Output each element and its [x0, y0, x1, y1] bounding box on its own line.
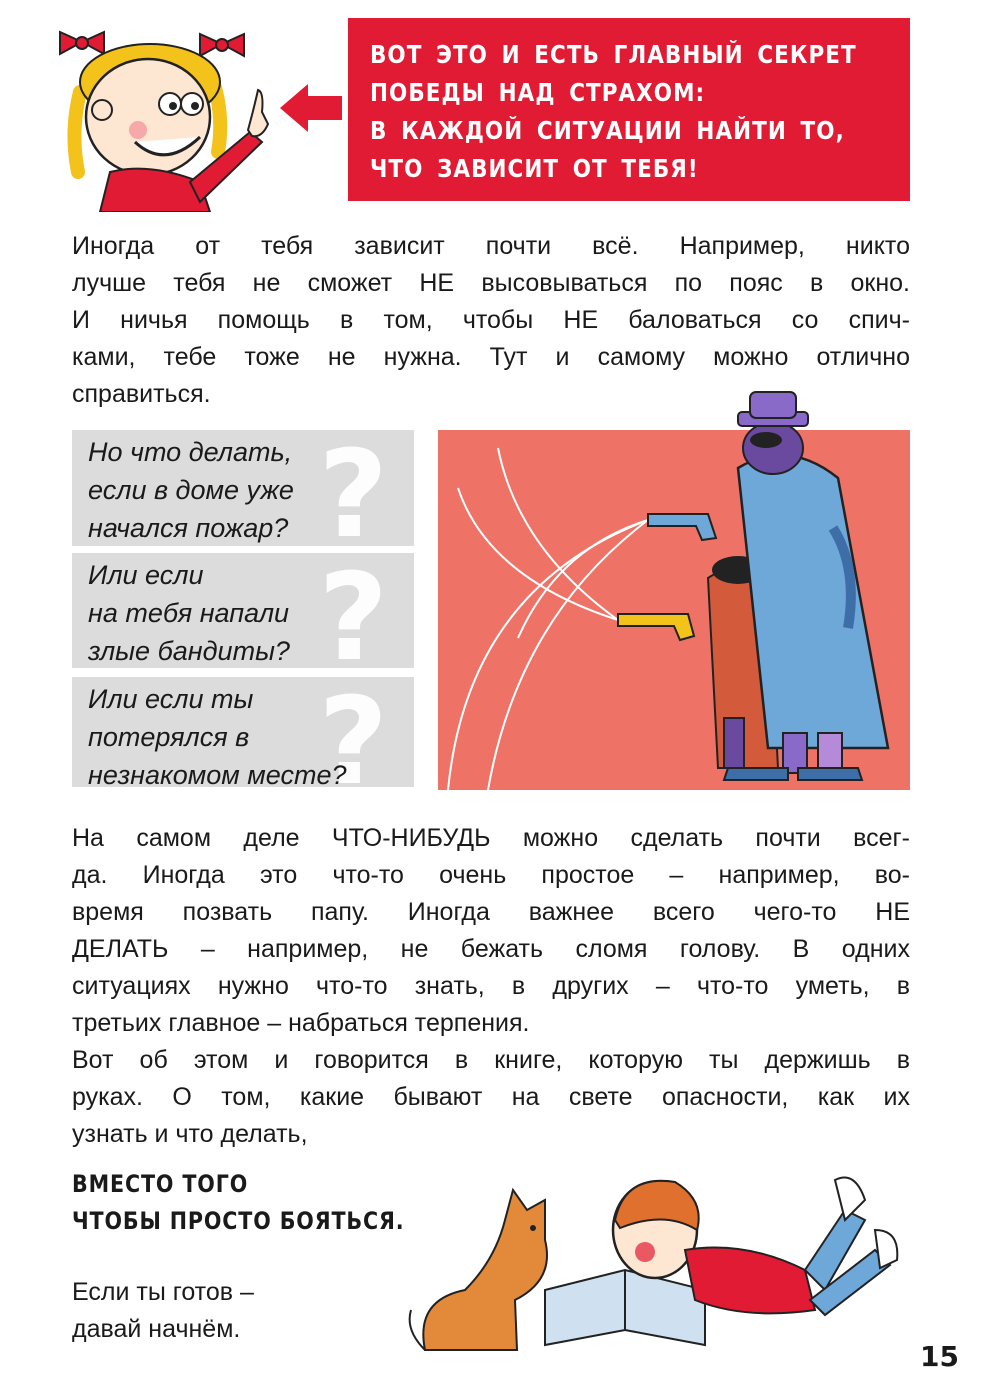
question-line: незнакомом месте? — [88, 760, 347, 787]
callout-line: В КАЖДОЙ СИТУАЦИИ НАЙТИ ТО, — [370, 116, 845, 145]
bandits-illustration — [438, 388, 910, 790]
closing-text — [72, 1274, 372, 1348]
question-box — [72, 677, 414, 787]
text-line: третьих главное – набраться терпения. — [72, 1009, 530, 1037]
main-paragraph — [72, 820, 910, 1153]
question-mark-icon: ? — [318, 553, 388, 668]
callout-line: ЧТО ЗАВИСИТ ОТ ТЕБЯ! — [370, 154, 699, 183]
text-line: давай начнём. — [72, 1315, 241, 1343]
arrow-left-icon — [276, 78, 346, 138]
text-line: Если ты готов – — [72, 1278, 254, 1306]
text-line: да. Иногда это что-то очень простое – например, во- — [72, 861, 910, 889]
question-line: Или если ты — [88, 684, 254, 714]
callout-line: ПОБЕДЫ НАД СТРАХОМ: — [370, 78, 706, 107]
intro-paragraph — [72, 228, 910, 413]
reading-boy-illustration — [405, 1140, 915, 1365]
secret-callout — [348, 18, 910, 201]
text-line: лучше тебя не сможет НЕ высовываться по пояс в окно. — [72, 269, 910, 297]
question-line: если в доме уже — [88, 475, 294, 505]
text-line: Вот об этом и говорится в книге, которую ты держишь в — [72, 1046, 910, 1074]
question-box — [72, 430, 414, 546]
text-line: И ничья помощь в том, чтобы НЕ баловаться со спич- — [72, 306, 910, 334]
text-line: Иногда от тебя зависит почти всё. Например, никто — [72, 232, 910, 260]
motto — [72, 1166, 432, 1240]
question-line: на тебя напали — [88, 598, 290, 628]
question-line: Или если — [88, 560, 204, 590]
motto-line: ЧТОБЫ ПРОСТО БОЯТЬСЯ. — [72, 1207, 405, 1235]
question-line: Но что делать, — [88, 437, 293, 467]
text-line: ДЕЛАТЬ – например, не бежать сломя голову. В одних — [72, 935, 910, 963]
question-line: начался пожар? — [88, 513, 289, 543]
question-line: потерялся в — [88, 722, 250, 752]
girl-pointing-illustration — [40, 12, 280, 212]
text-line: На самом деле ЧТО-НИБУДЬ можно сделать почти всег- — [72, 824, 910, 852]
question-line: злые бандиты? — [88, 636, 290, 666]
callout-line: ВОТ ЭТО И ЕСТЬ ГЛАВНЫЙ СЕКРЕТ — [370, 40, 857, 69]
text-line: руках. О том, какие бывают на свете опасности, как их — [72, 1083, 910, 1111]
text-line: время позвать папу. Иногда важнее всего чего-то НЕ — [72, 898, 910, 926]
question-mark-icon: ? — [318, 677, 388, 787]
page-number: 15 — [920, 1340, 959, 1373]
question-mark-icon: ? — [318, 430, 388, 546]
question-box — [72, 553, 414, 668]
text-line: узнать и что делать, — [72, 1120, 308, 1148]
text-line: справиться. — [72, 380, 211, 408]
text-line: ками, тебе тоже не нужна. Тут и самому можно отлично — [72, 343, 910, 371]
motto-line: ВМЕСТО ТОГО — [72, 1170, 249, 1198]
text-line: ситуациях нужно что-то знать, в других – что-то уметь, в — [72, 972, 910, 1000]
